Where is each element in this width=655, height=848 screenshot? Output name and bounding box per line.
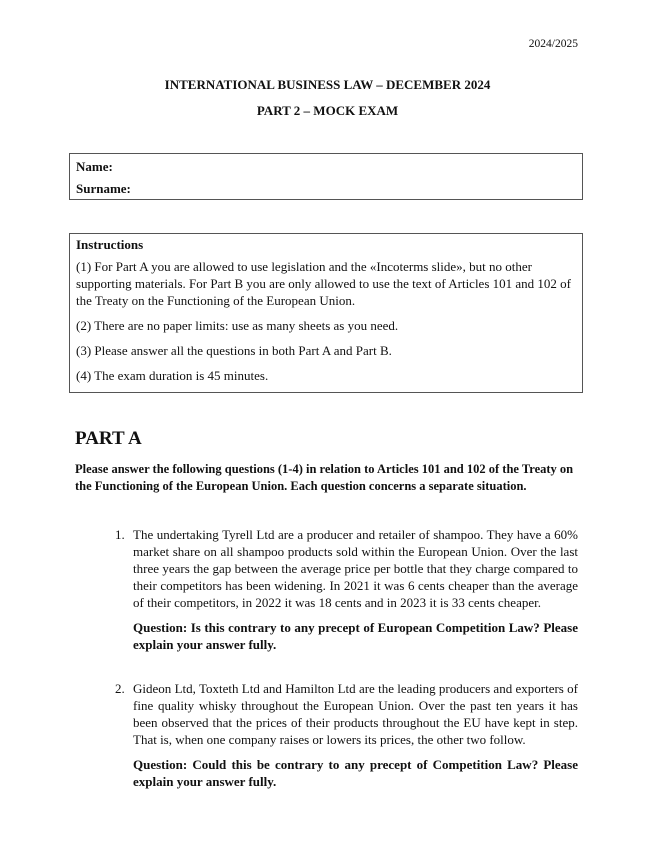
instructions-box — [69, 233, 583, 393]
name-label: Name: — [76, 159, 113, 174]
question-prompt: Question: Is this contrary to any precept of European Competition Law? Please explain your answer fully. — [133, 620, 578, 652]
document-title: INTERNATIONAL BUSINESS LAW – DECEMBER 2024 — [164, 77, 491, 92]
question-number: 2. — [115, 681, 125, 696]
surname-label: Surname: — [76, 181, 131, 196]
question-scenario: Gideon Ltd, Toxteth Ltd and Hamilton Ltd are the leading producers and exporters of fine quality whisky throughout the European Union. Over the past ten years it has been observed that the prices of their products throughout the EU have kept in step. That is, when one company raises or lowers its prices, the other two follow. — [133, 681, 578, 747]
question-scenario: The undertaking Tyrell Ltd are a producer and retailer of shampoo. They have a 60% market share on all shampoo products sold within the European Union. Over the last three years the gap between the average price per bottle that they charge compared to their competitors has been widening. In 2021 it was 6 cents cheaper than the average of their competitors, in 2022 it was 18 cents and in 2023 it is 33 cents cheaper. — [133, 527, 578, 610]
instruction-item: (4) The exam duration is 45 minutes. — [76, 368, 269, 383]
question-prompt: Question: Could this be contrary to any precept of Competition Law? Please explain your answer fully. — [133, 757, 578, 789]
document-subtitle: PART 2 – MOCK EXAM — [256, 103, 399, 118]
part-a-intro: Please answer the following questions (1-4) in relation to Articles 101 and 102 of the Treaty on the Functioning of the European Union. Each question concerns a separate situation. — [75, 462, 574, 493]
instruction-item: (2) There are no paper limits: use as many sheets as you need. — [76, 318, 399, 333]
question-item — [115, 526, 578, 653]
question-item — [115, 680, 578, 790]
instructions-heading: Instructions — [76, 237, 144, 252]
instruction-item: (1) For Part A you are allowed to use legislation and the «Incoterms slide», but no other supporting materials. For Part B you are only allowed to use the text of Articles 101 and 102 of the Treaty on the Functioning of the European Union. — [76, 259, 571, 308]
instruction-item: (3) Please answer all the questions in both Part A and Part B. — [76, 343, 392, 358]
question-number: 1. — [115, 527, 125, 542]
academic-year: 2024/2025 — [528, 38, 578, 50]
name-box — [69, 153, 583, 200]
part-a-heading: PART A — [75, 428, 142, 449]
